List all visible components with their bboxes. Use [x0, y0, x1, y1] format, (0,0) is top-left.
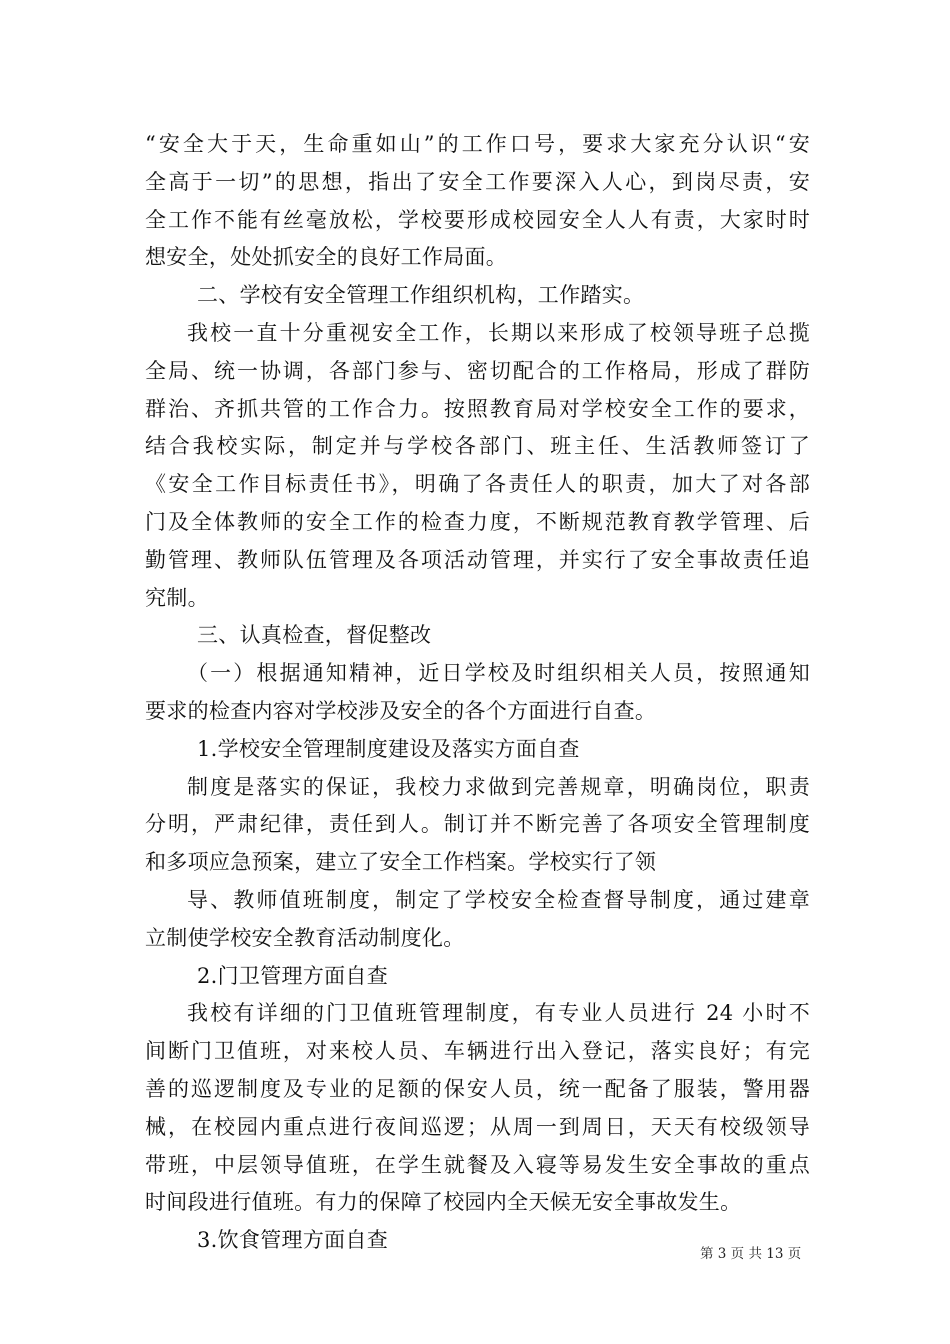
text-line: 3.饮食管理方面自查 — [197, 1228, 389, 1253]
document-body — [145, 126, 810, 1260]
text-line: 械，在校园内重点进行夜间巡逻；从周一到周日，天天有校级领导 — [145, 1114, 810, 1139]
text-line: 要求的检查内容对学校涉及安全的各个方面进行自查。 — [145, 698, 657, 723]
text-line: 我校有详细的门卫值班管理制度，有专业人员进行 24 小时不 — [187, 1001, 810, 1026]
text-line: 勤管理、教师队伍管理及各项活动管理，并实行了安全事故责任追 — [145, 547, 810, 572]
text-line: 带班，中层领导值班，在学生就餐及入寝等易发生安全事故的重点 — [145, 1152, 810, 1177]
text-line: 立制使学校安全教育活动制度化。 — [145, 925, 465, 950]
text-line: 二、学校有安全管理工作组织机构，工作踏实。 — [197, 283, 645, 308]
text-line: 分明，严肃纪律，责任到人。制订并不断完善了各项安全管理制度 — [145, 812, 810, 837]
text-line: 门及全体教师的安全工作的检查力度，不断规范教育教学管理、后 — [145, 509, 810, 534]
text-line: 全工作不能有丝毫放松，学校要形成校园安全人人有责，大家时时 — [145, 207, 810, 232]
text-line: 结合我校实际，制定并与学校各部门、班主任、生活教师签订了 — [145, 434, 810, 459]
text-line: 导、教师值班制度，制定了学校安全检查督导制度，通过建章 — [187, 887, 810, 912]
text-line: 群治、齐抓共管的工作合力。按照教育局对学校安全工作的要求， — [145, 396, 810, 421]
text-line: 想安全，处处抓安全的良好工作局面。 — [145, 245, 508, 270]
text-line: 时间段进行值班。有力的保障了校园内全天候无安全事故发生。 — [145, 1190, 742, 1215]
text-line: 2.门卫管理方面自查 — [197, 963, 389, 988]
text-line: 全高于一切”的思想，指出了安全工作要深入人心，到岗尽责，安 — [145, 169, 810, 194]
text-line: “安全大于天，生命重如山”的工作口号，要求大家充分认识“安 — [145, 132, 810, 156]
text-line: （一）根据通知精神，近日学校及时组织相关人员，按照通知 — [187, 661, 810, 686]
text-line: 制度是落实的保证，我校力求做到完善规章，明确岗位，职责 — [187, 774, 810, 799]
text-line: 究制。 — [145, 585, 209, 610]
text-line: 三、认真检查，督促整改 — [197, 623, 432, 648]
text-line: 我校一直十分重视安全工作，长期以来形成了校领导班子总揽 — [187, 320, 810, 345]
text-line: 1.学校安全管理制度建设及落实方面自查 — [197, 736, 580, 761]
text-line: 《安全工作目标责任书》，明确了各责任人的职责，加大了对各部 — [145, 472, 810, 497]
text-line: 间断门卫值班，对来校人员、车辆进行出入登记，落实良好；有完 — [145, 1039, 810, 1064]
text-line: 全局、统一协调，各部门参与、密切配合的工作格局，形成了群防 — [145, 358, 810, 383]
text-line: 和多项应急预案，建立了安全工作档案。学校实行了领 — [145, 850, 657, 875]
page-number-footer: 第 3 页 共 13 页 — [700, 1246, 802, 1262]
text-line: 善的巡逻制度及专业的足额的保安人员，统一配备了服装，警用器 — [145, 1076, 810, 1101]
